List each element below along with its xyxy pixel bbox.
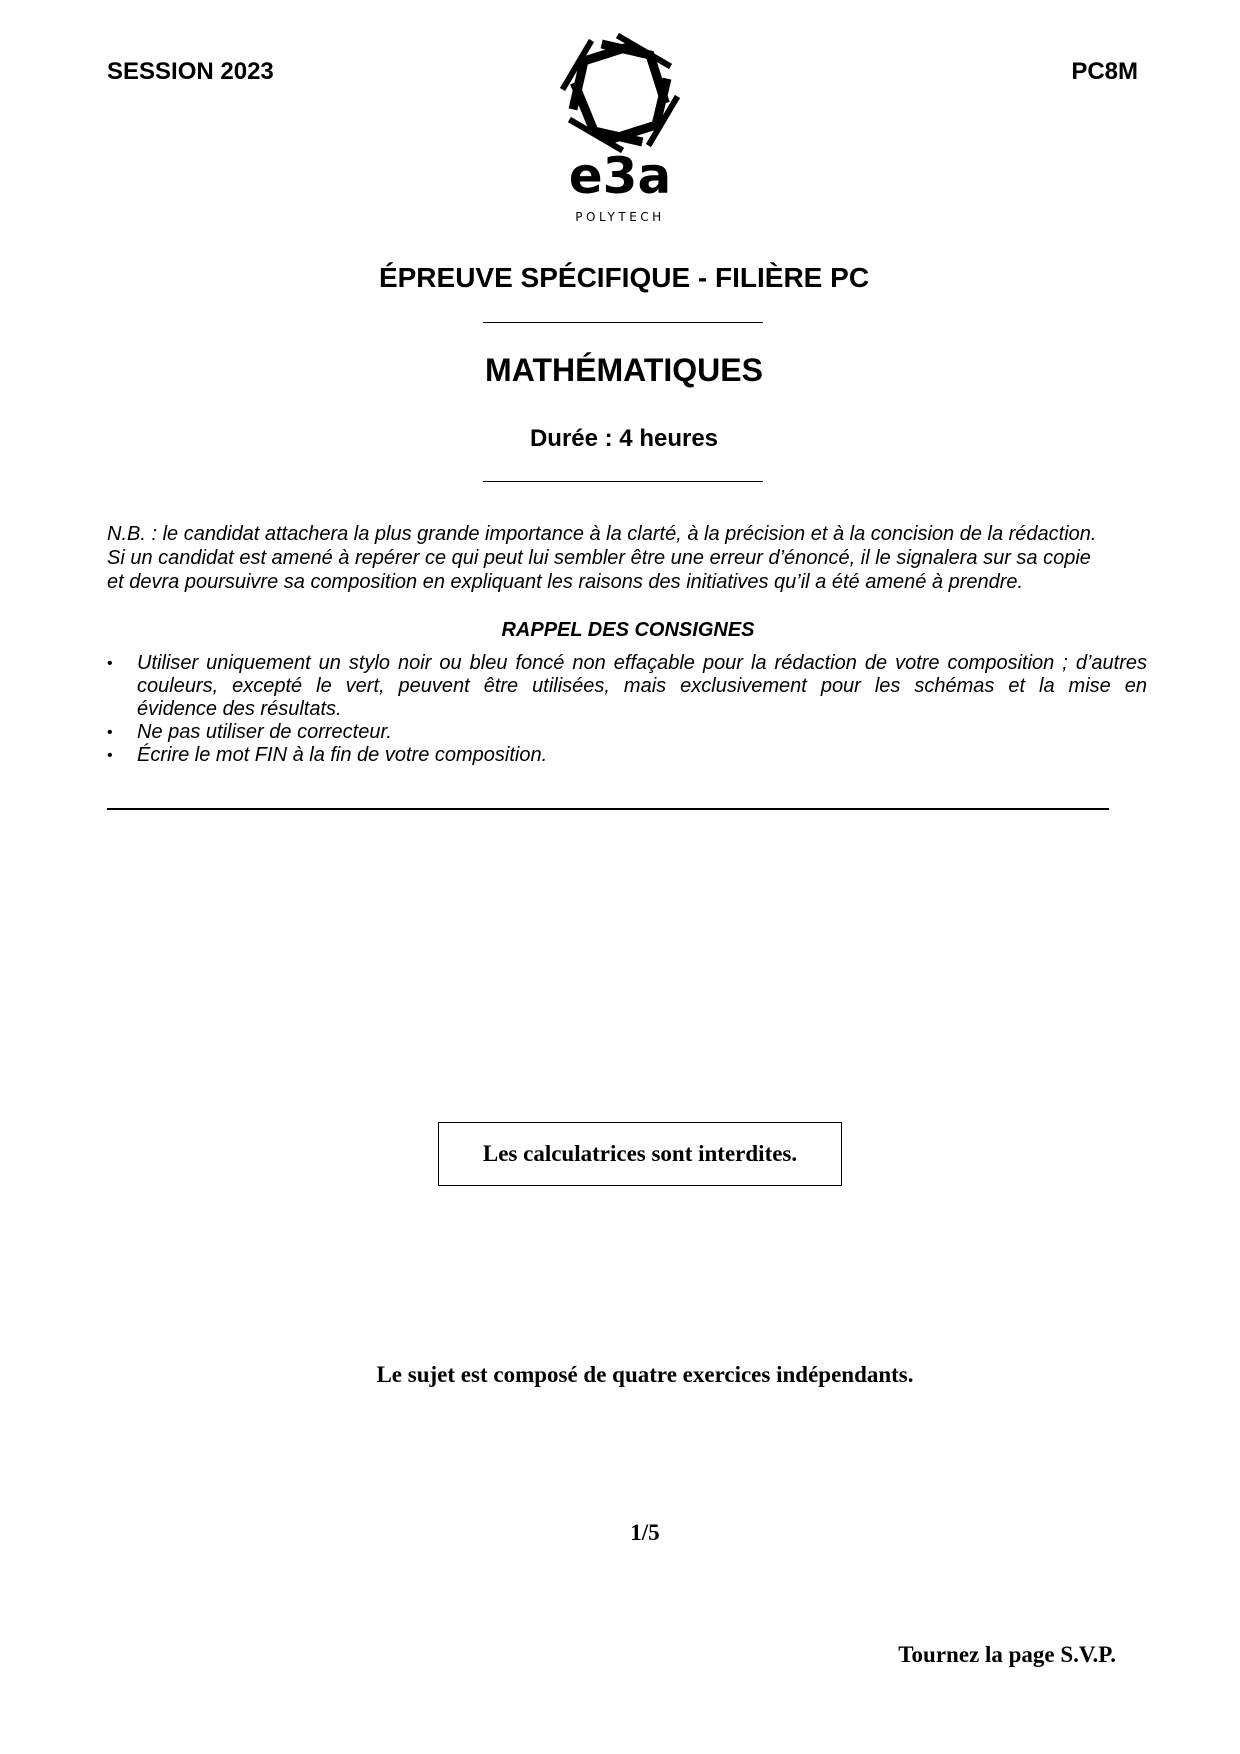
duration-label: Durée : 4 heures: [529, 425, 719, 452]
instruction-line: couleurs, excepté le vert, peuvent être utilisées, mais exclusivement pour les schémas et la mise en: [137, 675, 1147, 697]
subject-heading: MATHÉMATIQUES: [485, 352, 763, 388]
calculator-notice-box: [438, 1122, 842, 1186]
structure-note: Le sujet est composé de quatre exercices indépendants.: [376, 1362, 914, 1387]
exam-title: ÉPREUVE SPÉCIFIQUE - FILIÈRE PC: [378, 262, 870, 293]
instructions-list: [107, 652, 1147, 767]
e3a-polytech-logo: [559, 30, 681, 226]
logo-wordmark: e3a: [568, 147, 672, 205]
instruction-line: • Écrire le mot FIN à la fin de votre composition.: [137, 744, 548, 766]
rappel-heading: RAPPEL DES CONSIGNES: [501, 619, 755, 641]
nb-line: Si un candidat est amené à repérer ce qui peut lui sembler être une erreur d’énoncé, il le signalera sur sa copie: [107, 547, 1091, 569]
turn-page-note: Tournez la page S.V.P.: [898, 1642, 1116, 1667]
page-number: 1/5: [630, 1520, 660, 1545]
instruction-line: évidence des résultats.: [137, 698, 342, 720]
instruction-line: • Utiliser uniquement un stylo noir ou bleu foncé non effaçable pour la rédaction de votre composition ; d’autres: [137, 652, 1147, 674]
nb-note: [107, 522, 1147, 594]
logo-subtext: POLYTECH: [575, 210, 665, 224]
nb-line: et devra poursuivre sa composition en expliquant les raisons des initiatives qu’il a été amené à prendre.: [107, 571, 1024, 593]
title-divider: [483, 322, 763, 323]
nb-line: N.B. : le candidat attachera la plus grande importance à la clarté, à la précision et à la concision de la rédaction.: [107, 523, 1097, 545]
duration-divider: [483, 481, 763, 482]
instruction-item: [107, 652, 1147, 721]
section-divider: [107, 808, 1109, 810]
exam-code: PC8M: [1071, 58, 1138, 85]
calculator-notice: Les calculatrices sont interdites.: [482, 1141, 798, 1166]
instruction-line: • Ne pas utiliser de correcteur.: [137, 721, 392, 743]
session-label: SESSION 2023: [107, 58, 274, 85]
instruction-item: [107, 721, 1147, 744]
instruction-item: [107, 744, 1147, 767]
